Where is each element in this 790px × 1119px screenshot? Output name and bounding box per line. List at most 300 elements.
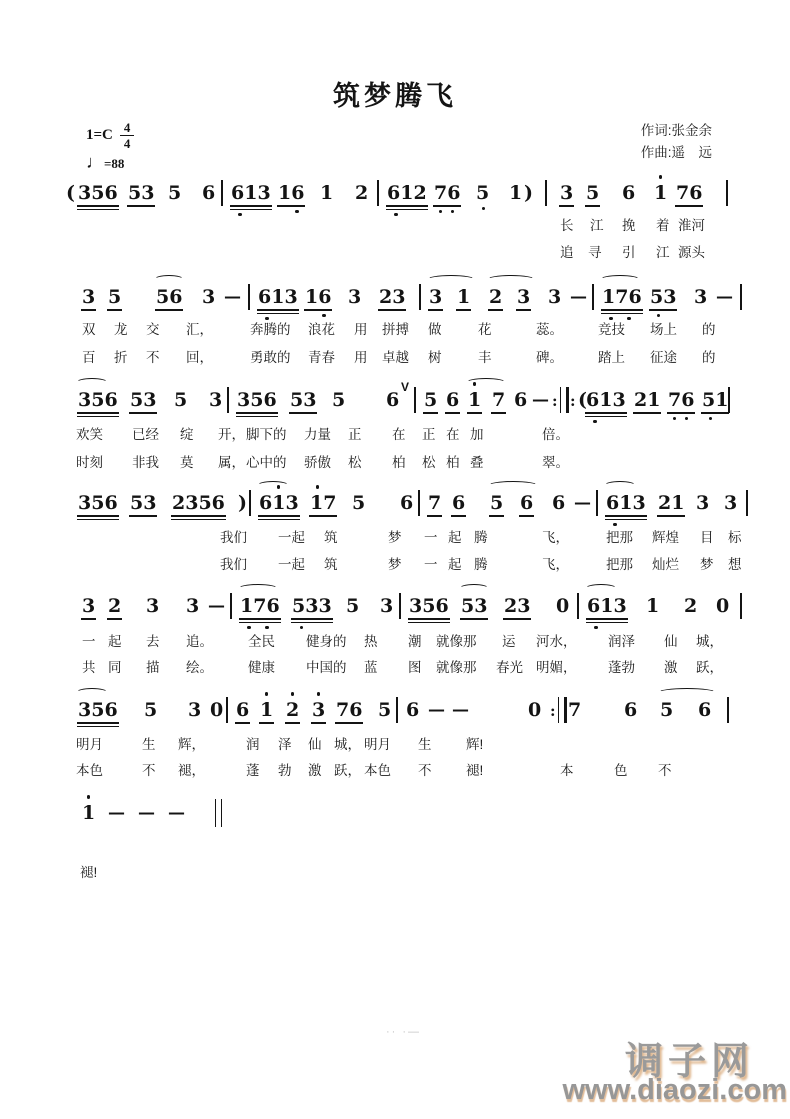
barline [377,180,379,206]
dash-extension: — [224,287,241,307]
note: 6 [514,389,528,411]
dash-extension: — [168,803,185,823]
note: 3 [517,286,530,308]
note: 5 [378,699,392,721]
note: 3 [146,595,160,617]
lyric-syllable: 松 [348,455,362,470]
lyric-syllable: 河水， [536,634,577,649]
note: 6 [624,699,638,721]
lyric-syllable: 激 [664,660,678,675]
lyric-syllable: 奔腾的 [250,322,291,337]
dash-extension: — [108,803,125,823]
note: ) [238,492,247,514]
note: 3 [82,286,95,308]
lyric-syllable: 百 [82,350,96,365]
lyric-syllable: 骄傲 [304,455,331,470]
lyric-syllable: 倍。 [542,427,569,442]
lyric-syllable: 蕊。 [536,322,563,337]
note: ( [66,182,75,204]
lyric-syllable: 共 [82,660,96,675]
lyric-syllable: 我们 [220,530,247,545]
lyric-syllable: 想 [728,557,742,572]
barline [746,490,748,516]
lyric-syllable: 就像那 [436,660,477,675]
score-line [0,182,790,212]
note: 1 [468,389,481,411]
lyric-syllable: 泽 [278,737,292,752]
lyric-line [0,630,790,650]
note: 6 [622,182,636,204]
note: 76 [668,389,694,411]
lyric-syllable: 柏 [446,455,460,470]
note: 3 [696,492,710,514]
lyric-line [0,451,790,471]
dash-extension: — [532,390,549,410]
note: 2 [489,286,502,308]
lyric-line [0,656,790,676]
lyric-line [0,553,790,573]
note: 5 [346,595,360,617]
lyric-syllable: 城， [334,737,361,752]
lyricist-credit: 作词:张金余 [640,123,712,138]
lyric-syllable: 明月 [364,737,391,752]
lyric-syllable: 跃， [696,660,723,675]
lyric-line [0,214,790,234]
lyric-syllable: 挽 [622,218,636,233]
lyric-syllable: 去 [146,634,160,649]
note: 53 [130,492,156,514]
note: 2 [286,699,299,721]
lyric-syllable: 蓬 [246,763,260,778]
repeat-dots: : [552,392,558,410]
note: 2 [355,182,369,204]
note: 53 [290,389,316,411]
note: 53 [128,182,154,204]
barline [221,180,223,206]
lyric-syllable: 一 [424,530,438,545]
note: 5 [352,492,366,514]
barline [726,180,728,206]
dash-extension: — [716,287,733,307]
lyric-syllable: 色 [614,763,628,778]
lyric-syllable: 腾 [474,557,488,572]
note: 1 [457,286,470,308]
note: 3 [312,699,325,721]
score-line [0,380,790,419]
barline [249,490,251,516]
barline [230,593,232,619]
lyric-syllable: 正 [348,427,362,442]
note: 613 [231,182,271,204]
lyric-syllable: 健身的 [306,634,347,649]
dash-extension: — [138,803,155,823]
score-line [0,699,790,729]
dash-extension: — [208,596,225,616]
lyric-syllable: 生 [142,737,156,752]
lyric-line [0,861,790,881]
lyric-syllable: 场上 [650,322,677,337]
lyric-line [0,733,790,753]
lyric-syllable: 竞技 [598,322,625,337]
lyric-syllable: 的 [702,322,716,337]
lyric-line [0,318,790,338]
note: ( [578,389,587,411]
note: 613 [586,389,626,411]
lyric-syllable: 我们 [220,557,247,572]
lyric-syllable: 追。 [186,634,213,649]
note: 5 [144,699,158,721]
note: 21 [634,389,660,411]
note: 5 [424,389,437,411]
barline [227,387,229,413]
lyric-syllable: 辉! [466,737,484,752]
lyric-syllable: 一起 [278,557,305,572]
lyric-syllable: 松 [422,455,436,470]
note: 23 [379,286,405,308]
lyric-syllable: 脚下的 [246,427,287,442]
note: 1 [320,182,334,204]
lyric-syllable: 征途 [650,350,677,365]
repeat-barline [558,697,567,723]
note: 356 [78,389,118,411]
barline [727,697,729,723]
note: 5 [168,182,182,204]
note: 2 [108,595,121,617]
note: 7 [568,699,582,721]
lyric-syllable: 梦 [388,530,402,545]
scan-artifact: ·· ·— [386,1026,422,1038]
note: 5 [174,389,188,411]
barline [577,593,579,619]
note: 56 [156,286,182,308]
lyric-syllable: 激 [308,763,322,778]
note: 3 [202,286,216,308]
barline [396,697,398,723]
lyric-syllable: 叠 [470,455,484,470]
note: 5 [490,492,503,514]
lyric-line [0,241,790,261]
lyric-syllable: 把那 [606,557,633,572]
lyric-syllable: 图 [408,660,422,675]
note: 6 [406,699,420,721]
lyric-syllable: 不 [658,763,672,778]
lyric-syllable: 折 [114,350,128,365]
note: 3 [429,286,442,308]
lyric-syllable: 生 [418,737,432,752]
lyric-syllable: 起 [448,557,462,572]
lyric-syllable: 已经 [132,427,159,442]
lyric-syllable: 拼搏 [382,322,409,337]
note: 51 [702,389,728,411]
lyric-syllable: 一 [424,557,438,572]
lyric-syllable: 江 [590,218,604,233]
note: 16 [278,182,304,204]
composer-credit: 作曲:遥 远 [640,145,712,160]
note: 3 [82,595,95,617]
note: ) [524,182,533,204]
barline [596,490,598,516]
final-barline [215,799,222,827]
lyric-syllable: 褪， [178,763,205,778]
lyric-syllable: 着 [656,218,670,233]
note: 0 [716,595,730,617]
lyric-syllable: 同 [108,660,122,675]
lyric-syllable: 就像那 [436,634,477,649]
lyric-syllable: 不 [146,350,160,365]
note: 3 [209,389,223,411]
lyric-syllable: 明月 [76,737,103,752]
note: 76 [434,182,460,204]
lyric-syllable: 非我 [132,455,159,470]
lyric-syllable: 时刻 [76,455,103,470]
lyric-syllable: 春光 [496,660,523,675]
barline [740,284,742,310]
score-line [0,595,790,625]
lyric-syllable: 梦 [700,557,714,572]
lyric-syllable: 踏上 [598,350,625,365]
lyric-syllable: 做 [428,322,442,337]
lyric-syllable: 蓬勃 [608,660,635,675]
note: 3 [694,286,708,308]
lyric-syllable: 热 [364,634,378,649]
lyric-syllable: 莫 [180,455,194,470]
lyric-syllable: 润 [246,737,260,752]
lyric-syllable: 力量 [304,427,331,442]
note: 6 [446,389,459,411]
note: 356 [78,699,118,721]
watermark-site-name: 调子网 [624,1041,754,1083]
lyric-syllable: 起 [108,634,122,649]
note: 1 [654,182,667,204]
dash-extension: — [428,700,445,720]
note: 176 [602,286,642,308]
lyric-syllable: 属， [218,455,245,470]
lyric-syllable: 丰 [478,350,492,365]
barline [248,284,250,310]
lyric-syllable: 绽 [180,427,194,442]
barline [399,593,401,619]
lyric-syllable: 一 [82,634,96,649]
note: 1 [509,182,523,204]
watermark-site-url: www.diaozi.com [562,1074,787,1106]
score-line [0,492,790,522]
note: 2 [684,595,698,617]
lyric-syllable: 本 [560,763,574,778]
lyric-syllable: 用 [354,322,368,337]
lyric-syllable: 源头 [678,245,705,260]
lyric-syllable: 描 [146,660,160,675]
lyric-syllable: 腾 [474,530,488,545]
lyric-syllable: 仙 [664,634,678,649]
lyric-line [0,423,790,443]
barline [545,180,547,206]
note: 53 [130,389,156,411]
barline [414,387,416,413]
note: 6 [452,492,465,514]
lyric-syllable: 城， [696,634,723,649]
lyric-syllable: 辉， [178,737,205,752]
note: 17 [310,492,336,514]
lyric-syllable: 褪! [80,865,98,880]
lyric-syllable: 目 [700,530,714,545]
lyric-syllable: 中国的 [306,660,347,675]
lyric-syllable: 欢笑 [76,427,103,442]
lyric-syllable: 追 [560,245,574,260]
lyric-syllable: 回， [186,350,213,365]
lyric-syllable: 龙 [114,322,128,337]
note: 3 [724,492,738,514]
lyric-syllable: 勃 [278,763,292,778]
score-line [0,286,790,316]
lyric-syllable: 翠。 [542,455,569,470]
note: 1 [260,699,273,721]
lyric-syllable: 卓越 [382,350,409,365]
lyric-syllable: 绘。 [186,660,213,675]
barline [740,593,742,619]
note: 16 [305,286,331,308]
barline [418,490,420,516]
note: 3 [186,595,200,617]
lyric-syllable: 润泽 [608,634,635,649]
lyric-syllable: 江 [656,245,670,260]
repeat-dots: : [570,392,576,410]
note: 6 [202,182,216,204]
note: 5 [660,699,673,721]
lyric-syllable: 褪! [466,763,484,778]
dash-extension: — [452,700,469,720]
note: 5 [108,286,121,308]
lyric-syllable: 汇， [186,322,213,337]
note: 76 [336,699,362,721]
lyric-syllable: 不 [142,763,156,778]
time-numerator: 4 [120,120,135,136]
lyric-syllable: 运 [502,634,516,649]
lyric-syllable: 本色 [364,763,391,778]
note: 176 [240,595,280,617]
note: 613 [606,492,646,514]
note: 0 [528,699,542,721]
barline [419,284,421,310]
note: 6 [698,699,712,721]
note: 6 [400,492,414,514]
note: 613 [259,492,299,514]
time-denominator: 4 [123,136,131,151]
lyric-syllable: 把那 [606,530,633,545]
lyric-syllable: 辉煌 [652,530,679,545]
lyric-syllable: 用 [354,350,368,365]
lyric-line [0,759,790,779]
lyric-syllable: 浪花 [308,322,335,337]
note: 7 [428,492,441,514]
barline [226,697,228,723]
note: 6 [552,492,566,514]
lyric-syllable: 开， [218,427,245,442]
lyric-line [0,346,790,366]
lyric-syllable: 长 [560,218,574,233]
repeat-barline [560,387,569,413]
note: 6 [236,699,249,721]
lyric-syllable: 柏 [392,455,406,470]
lyric-syllable: 飞， [542,557,569,572]
note: 6 [386,389,400,411]
lyric-syllable: 灿烂 [652,557,679,572]
lyric-syllable: 蓝 [364,660,378,675]
lyric-syllable: 本色 [76,763,103,778]
lyric-syllable: 跃， [334,763,361,778]
lyric-syllable: 引 [622,245,636,260]
note: 0 [210,699,224,721]
lyric-syllable: 树 [428,350,442,365]
page-title: 筑梦腾飞 [333,81,457,111]
dash-extension: — [574,493,591,513]
lyric-syllable: 花 [478,322,492,337]
barline [728,387,730,413]
lyric-syllable: 筑 [324,530,338,545]
lyric-syllable: 碑。 [536,350,563,365]
lyric-syllable: 起 [448,530,462,545]
lyric-syllable: 梦 [388,557,402,572]
lyric-syllable: 在 [446,427,460,442]
note: 5 [476,182,489,204]
note: 53 [461,595,487,617]
note: 21 [658,492,684,514]
note: 5 [332,389,346,411]
note: 3 [560,182,573,204]
lyric-syllable: 在 [392,427,406,442]
note: 356 [78,492,118,514]
lyric-syllable: 加 [470,427,484,442]
note: 3 [348,286,362,308]
key-label: 1=C [86,127,113,143]
note: 6 [520,492,533,514]
quarter-note-icon: ♩ [86,152,104,172]
note: 7 [492,389,505,411]
note: 3 [188,699,202,721]
lyric-syllable: 仙 [308,737,322,752]
note: 23 [504,595,530,617]
dash-extension: — [570,287,587,307]
note: 3 [548,286,562,308]
lyric-syllable: 的 [702,350,716,365]
lyric-syllable: 寻 [588,245,602,260]
repeat-dots: : [550,702,556,720]
lyric-syllable: 潮 [408,634,422,649]
note: 53 [650,286,676,308]
lyric-syllable: 明媚， [536,660,577,675]
note: 613 [587,595,627,617]
lyric-syllable: 青春 [308,350,335,365]
lyric-syllable: 一起 [278,530,305,545]
lyric-syllable: 淮河 [678,218,705,233]
lyric-line [0,526,790,546]
lyric-syllable: 标 [728,530,742,545]
note: 356 [237,389,277,411]
note: 533 [292,595,332,617]
lyric-syllable: 交 [146,322,160,337]
breath-mark: V [401,380,410,394]
note: 2356 [172,492,225,514]
lyric-syllable: 正 [422,427,436,442]
lyric-syllable: 不 [418,763,432,778]
note: 76 [676,182,702,204]
note: 5 [586,182,599,204]
tempo-value: =88 [104,156,125,171]
note: 3 [380,595,394,617]
lyric-syllable: 筑 [324,557,338,572]
note: 612 [387,182,427,204]
lyric-syllable: 双 [82,322,96,337]
note: 613 [258,286,298,308]
